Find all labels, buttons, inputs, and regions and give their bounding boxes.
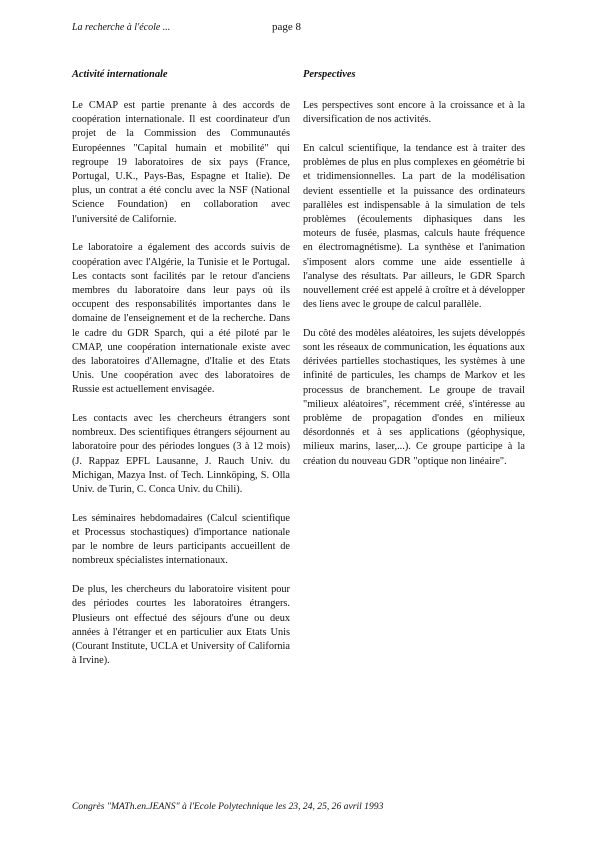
- section-heading-perspectives: Perspectives: [303, 69, 356, 80]
- page-footer: Congrès "MATh.en.JEANS" à l'Ecole Polytechnique les 23, 24, 25, 26 avril 1993: [72, 801, 384, 812]
- section-heading-international: Activité internationale: [72, 69, 168, 80]
- paragraph: Du côté des modèles aléatoires, les sujets développés sont les réseaux de communication, les équations aux dérivées partielles stochastiques, les systèmes à une infinité de particules, les champs de Markov et les processus de branchement. Le groupe de travail "milieux aléatoires", récemment créé, s'intéresse au problème de propagation d'ondes en milieux désordonnés et à ses applications (géophysique, milieux marins, laser,...). Ce groupe participe à la création du nouveau GDR "optique non linéaire".: [303, 327, 525, 467]
- running-header: [72, 22, 532, 38]
- left-column: [72, 68, 290, 683]
- paragraph: Le laboratoire a également des accords suivis de coopération avec l'Algérie, la Tunisie et le Portugal. Les contacts sont facilités par le retour d'anciens membres du laboratoire dans leur pays où ils occupent des responsabilités importantes dans le domaine de l'enseignement et de la recherche. Dans le cadre du GDR Sparch, qui a été piloté par le CMAP, une coopération internationale existe avec des laboratoires d'Allemagne, d'Italie et des Etats Unis. Une coopération avec des laboratoires de Russie est actuellement envisagée.: [72, 242, 290, 396]
- running-title: La recherche à l'école ...: [72, 22, 171, 33]
- paragraph: Le CMAP est partie prenante à des accords de coopération internationale. Il est coordinateur d'un projet de la Commission des Communautés Européennes "Capital humain et mobilité" qui regroupe 19 laboratoires de six pays (France, Portugal, U.K., Pays-Bas, Espagne et Italie). De plus, un contrat a été conclu avec la NSF (National Science Foundation) en collaboration avec l'université de Californie.: [72, 100, 290, 225]
- paragraph: De plus, les chercheurs du laboratoire visitent pour des périodes courtes les laboratoires étrangers. Plusieurs ont effectué des séjours d'une ou deux années à l'étranger et en particulier aux Etats Unis (Courant Institute, UCLA et University of California à Irvine).: [72, 584, 290, 667]
- paragraph: Les contacts avec les chercheurs étrangers sont nombreux. Des scientifiques étrangers séjournent au laboratoire pour des périodes longues (3 à 12 mois) (J. Rappaz EPFL Lausanne, J. Rauch Univ. du Michigan, Mazya Inst. of Tech. Linnköping, S. Olla Univ. de Turin, C. Conca Univ. du Chili).: [72, 413, 290, 496]
- paragraph: Les séminaires hebdomadaires (Calcul scientifique et Processus stochastiques) d'importance nationale par le nombre de leurs participants accueillent de nombreux spécialistes internationaux.: [72, 512, 290, 567]
- paragraph: En calcul scientifique, la tendance est à traiter des problèmes de plus en plus complexes en géométrie bi et tridimensionnelles. La part de la modélisation devient essentielle et la puissance des ordinateurs parallèles est indispensable à la simulation de tels problèmes (écoulements diphasiques dans les moteurs de fusée, plasmas, calculs haute fréquence en électromagnétisme). La synthèse et l'animation s'imposent alors comme une aide essentielle à l'analyse des résultats. Par ailleurs, le GDR Sparch nouvellement créé est appelé à croître et à développer des liens avec le groupe de calcul parallèle.: [303, 142, 525, 311]
- paragraph: Les perspectives sont encore à la croissance et à la diversification de nos activités.: [303, 100, 525, 126]
- right-column: [303, 68, 525, 483]
- page-number: page 8: [272, 21, 302, 33]
